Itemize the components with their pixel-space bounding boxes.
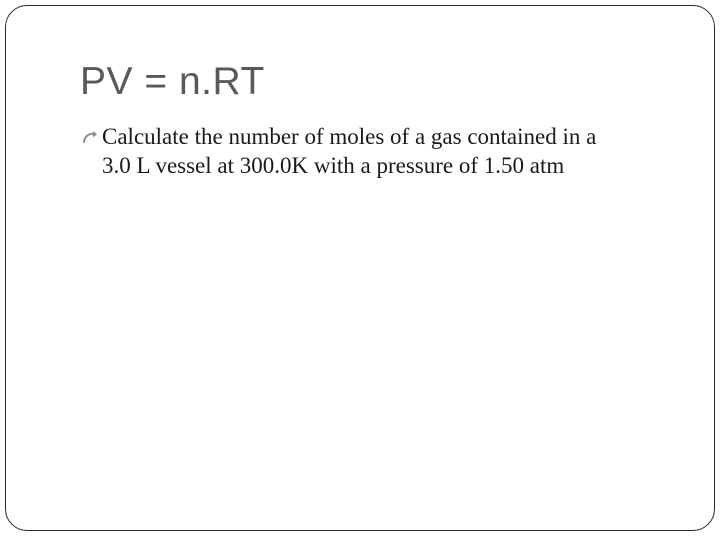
slide-title: PV = n.RT	[80, 60, 265, 103]
curved-arrow-bullet-icon	[80, 122, 102, 151]
bullet-first-line	[80, 122, 680, 151]
bullet-text-line-2: 3.0 L vessel at 300.0K with a pressure of 1.50 atm	[102, 153, 565, 178]
bullet-text-line-1: Calculate the number of moles of a gas contained in a	[102, 124, 597, 149]
bullet-item	[80, 122, 680, 180]
